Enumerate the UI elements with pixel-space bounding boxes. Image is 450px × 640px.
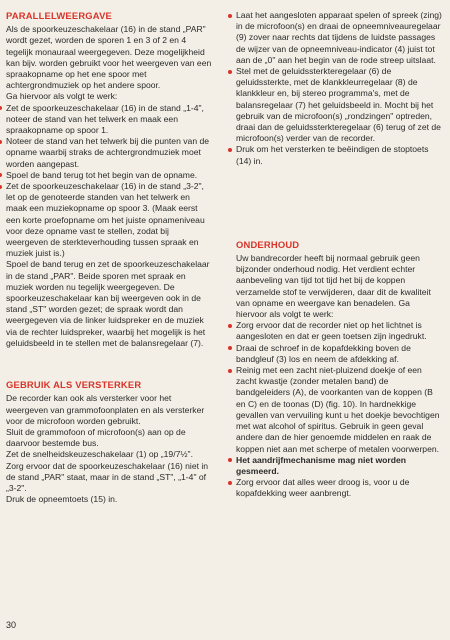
versterker-paragraph: Sluit de grammofoon of microfoon(s) aan op de daarvoor bestemde bus. (6, 426, 186, 449)
bullet-item: Zorg ervoor dat alles weer droog is, voor u de kopafdekking weer aanbrengt. (228, 477, 443, 499)
right-column (236, 10, 443, 500)
paragraph-after-steps: Spoel de band terug en zet de spoorkeuzeschakelaar in de stand „PAR". Beide sporen met spraak en muziek worden nu tegelijk weergegeven. De spoorkeuzeschakelaar kan bij weergeven ook in de stand „ST" worden gezet; de spraak wordt dan weergegeven via de linker luidspreker en de muziek via de rechter luidspreker, waarbij het mogelijk is het geluidsbeeld in te stellen met de balansregelaar (7). (6, 259, 210, 348)
step-item: Spoel de band terug tot het begin van de opname. (0, 170, 213, 181)
page-number: 30 (6, 620, 17, 630)
procedure-intro: Ga hiervoor als volgt te werk: (6, 91, 118, 102)
bullet-item: Laat het aangesloten apparaat spelen of spreek (zing) in de microfoon(s) en draai de opneemniveauregelaar (9) zover naar rechts dat tijdens de luidste passages de wijzer van de opneemniveau-indicator (4) juist tot aan de „0" aan het begin van de rode streep uitslaat. (228, 10, 443, 66)
bullet-item-bold: Het aandrijfmechanisme mag niet worden gesmeerd. (228, 455, 443, 477)
bullet-item: Zorg ervoor dat de recorder niet op het lichtnet is aangesloten en dat er geen toetsen zijn ingedrukt. (228, 320, 443, 342)
versterker-paragraph: Zorg ervoor dat de spoorkeuzeschakelaar (16) niet in de stand „PAR" staat, maar in de stand „ST", „1-4" of „3-2". (6, 460, 209, 493)
heading-onderhoud: ONDERHOUD (236, 238, 300, 250)
step-item: Zet de spoorkeuzeschakelaar (16) in de stand „3-2", let op de genoteerde standen van het telwerk en maak een muziekopname op spoor 3. (Maak eerst een korte proefopname om het juiste opnameniveau voor deze opname vast te stellen, zodat bij weergeven de sterkteverhouding tussen spraak en muziek juist is.) (0, 181, 213, 259)
step-item: Zet de spoorkeuzeschakelaar (16) in de stand „1-4", noteer de stand van het telwerk en maak een spraakopname op spoor 1. (0, 103, 213, 137)
intro-paragraph: Als de spoorkeuzeschakelaar (16) in de stand „PAR" wordt gezet, worden de sporen 1 en 3 of 2 en 4 tegelijk monauraal weergegeven. Deze mogelijkheid kan bijv. worden gebruikt voor het weergeven van een spraakopname op het ene spoor met achtergrondmuziek op het andere spoor. (6, 24, 212, 91)
versterker-paragraph: Druk de opneemtoets (15) in. (6, 494, 118, 505)
bullet-item: Druk om het versterken te beëindigen de stoptoets (14) in. (228, 144, 443, 166)
versterker-paragraph: Zet de snelheidskeuzeschakelaar (1) op „19/7½". (6, 449, 193, 460)
bullet-item: Reinig met een zacht niet-pluizend doekje of een zacht kwastje (zonder metalen band) de bandgeleiders (A), de voorkanten van de koppen (B en C) en de toonas (D) (fig. 10). In hardnekkige gevallen van vervuiling kunt u het doekje bevochtigen met wat alcohol of spiritus. Gebruik in geen geval andere dan de hier genoemde middelen en raak de koppen niet aan met scherpe of metalen voorwerpen. (228, 365, 443, 455)
bullet-item: Stel met de geluidssterkteregelaar (6) de geluidssterkte, met de klankkleurregelaar (8) de klankkleur en, bij stereo programma's, met de balansregelaar (7) het geluidsbeeld in. Mocht bij het gebruik van de microfoon(s) „rondzingen" optreden, draai dan de geluidssterkteregelaar (6) terug of zet de microfoon(s) verder van de recorder. (228, 66, 443, 144)
left-column (6, 10, 213, 505)
step-item: Noteer de stand van het telwerk bij die punten van de opname waarbij straks de achtergrondmuziek moet worden aangepast. (0, 136, 213, 170)
heading-parallelweergave: PARALLELWEERGAVE (6, 10, 112, 21)
versterker-paragraph: De recorder kan ook als versterker voor het weergeven van grammofoonplaten en als versterker voor de microfoon worden gebruikt. (6, 393, 205, 426)
heading-gebruik-als-versterker: GEBRUIK ALS VERSTERKER (6, 379, 142, 391)
bullet-item: Draai de schroef in de kopafdekking boven de bandgleuf (3) los en neem de afdekking af. (228, 343, 443, 365)
onderhoud-paragraph: Uw bandrecorder heeft bij normaal gebruik geen bijzonder onderhoud nodig. Het verdient echter aanbeveling van tijd tot tijd het bij de koppen verzamelde stof te verwijderen, daar dit de kwaliteit van opname en weergave kan benadelen. Ga hiervoor als volgt te werk: (236, 253, 431, 320)
